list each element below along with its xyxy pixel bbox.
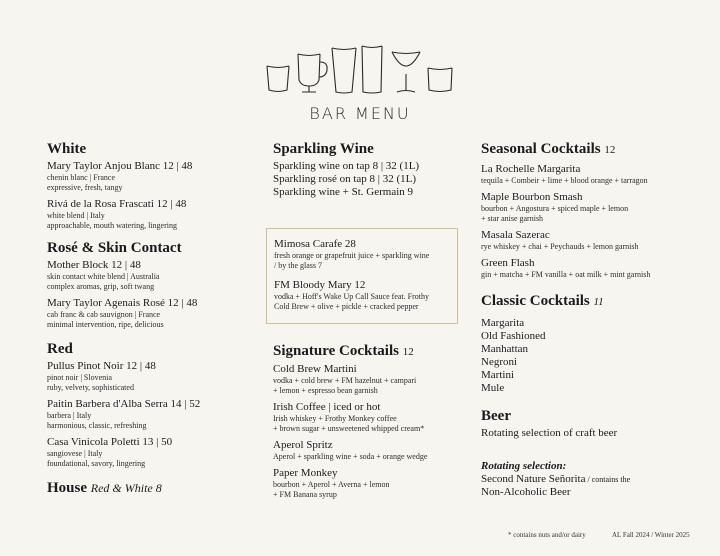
sparkling-line: Sparkling wine + St. Germain 9 (273, 186, 414, 198)
item-name: Paitin Barbera d'Alba Serra 14 | 52 (47, 398, 201, 410)
house-title: House (47, 480, 88, 496)
section-title-house (47, 479, 252, 497)
classic-item: Mule (481, 382, 505, 394)
classic-item: Old Fashioned (481, 330, 546, 342)
menu-item (481, 229, 681, 252)
section-title-red: Red (47, 341, 73, 357)
item-desc: expressive, fresh, tangy (47, 183, 123, 192)
rotating-label: Rotating selection: (481, 460, 567, 472)
item-desc: chenin blanc | France (47, 173, 116, 182)
menu-item (273, 363, 463, 396)
menu-title: BAR MENU (309, 104, 411, 123)
classic-item: Manhattan (481, 343, 529, 355)
classic-title: Classic Cocktails (481, 293, 590, 309)
menu-item (47, 297, 252, 330)
brunch-box (266, 228, 458, 324)
item-desc: sangiovese | Italy (47, 449, 103, 458)
item-desc: gin + matcha + FM vanilla + oat milk + mint garnish (481, 270, 651, 279)
item-desc: + FM Banana syrup (273, 490, 337, 499)
item-desc: vodka + Hoff's Wake Up Call Sauce feat. Frothy (274, 292, 429, 301)
menu-item (47, 436, 252, 469)
classic-item: Martini (481, 369, 514, 381)
left-column (47, 140, 252, 499)
section-title-white: White (47, 141, 87, 157)
menu-item (273, 467, 463, 500)
item-name: Mary Taylor Anjou Blanc 12 | 48 (47, 160, 193, 172)
middle-column (273, 140, 463, 199)
item-desc: rye whiskey + chai + Peychauds + lemon garnish (481, 242, 639, 251)
item-desc: minimal intervention, ripe, delicious (47, 320, 164, 329)
item-name: Masala Sazerac (481, 229, 550, 241)
item-name: FM Bloody Mary 12 (274, 279, 366, 291)
item-desc: foundational, savory, lingering (47, 459, 146, 468)
classic-price: 11 (593, 296, 604, 308)
house-subtitle: Red & White 8 (90, 481, 162, 495)
item-desc: white blend | Italy (47, 211, 105, 220)
item-name: Mimosa Carafe 28 (274, 238, 356, 250)
item-desc: bourbon + Angostura + spiced maple + lemon (481, 204, 629, 213)
item-desc: + star anise garnish (481, 214, 544, 223)
signature-price: 12 (402, 346, 414, 358)
menu-item (47, 360, 252, 393)
menu-item (273, 439, 463, 462)
rotating-line-2: Non-Alcoholic Beer (481, 486, 571, 498)
item-name: La Rochelle Margarita (481, 163, 581, 175)
item-name: Paper Monkey (273, 467, 338, 479)
menu-item (47, 398, 252, 431)
item-desc: approachable, mouth watering, lingering (47, 221, 177, 230)
section-title-beer: Beer (481, 408, 511, 424)
item-desc: pinot noir | Slovenia (47, 373, 112, 382)
item-desc: fresh orange or grapefruit juice + sparkling wine (274, 251, 430, 260)
signature-section (273, 342, 463, 505)
classic-item: Margarita (481, 317, 525, 329)
item-name: Cold Brew Martini (273, 363, 357, 375)
item-name: Maple Bourbon Smash (481, 191, 583, 203)
rotating-note: / contains the (585, 475, 631, 484)
menu-item (273, 401, 463, 434)
item-desc: skin contact white blend | Australia (47, 272, 160, 281)
menu-item (47, 160, 252, 193)
item-desc: bourbon + Aperol + Averna + lemon (273, 480, 390, 489)
item-name: Mother Block 12 | 48 (47, 259, 141, 271)
menu-item (481, 163, 681, 186)
item-desc: / by the glass 7 (274, 261, 322, 270)
seasonal-title: Seasonal Cocktails (481, 141, 601, 157)
sparkling-line: Sparkling rosé on tap 8 | 32 (1L) (273, 173, 417, 185)
signature-title: Signature Cocktails (273, 343, 399, 359)
menu-item (481, 191, 681, 224)
item-desc: vodka + cold brew + FM hazelnut + campari (273, 376, 417, 385)
rotating-line (481, 473, 681, 486)
section-title-rose: Rosé & Skin Contact (47, 240, 182, 256)
section-title-classic (481, 292, 681, 311)
footer-note: * contains nuts and/or dairy (508, 531, 586, 539)
item-desc: complex aromas, grip, soft twang (47, 282, 155, 291)
menu-item (274, 238, 454, 271)
classic-item: Negroni (481, 356, 518, 368)
right-column (481, 140, 681, 499)
item-name: Green Flash (481, 257, 535, 269)
item-desc: cab franc & cab sauvignon | France (47, 310, 161, 319)
item-name: Rivá de la Rosa Frascati 12 | 48 (47, 198, 187, 210)
item-desc: barbera | Italy (47, 411, 92, 420)
glassware-illustration (264, 40, 460, 96)
section-title-signature (273, 342, 463, 361)
section-title-seasonal (481, 140, 681, 159)
item-name: Mary Taylor Agenais Rosé 12 | 48 (47, 297, 198, 309)
sparkling-line: Sparkling wine on tap 8 | 32 (1L) (273, 160, 420, 172)
item-name: Aperol Spritz (273, 439, 333, 451)
item-name: Pullus Pinot Noir 12 | 48 (47, 360, 156, 372)
menu-item (274, 279, 454, 312)
seasonal-price: 12 (604, 144, 616, 156)
section-title-sparkling: Sparkling Wine (273, 141, 374, 157)
item-desc: Aperol + sparkling wine + soda + orange wedge (273, 452, 428, 461)
beer-line: Rotating selection of craft beer (481, 427, 618, 439)
footer-season: AL Fall 2024 / Winter 2025 (612, 531, 690, 539)
menu-item (47, 198, 252, 231)
item-desc: + lemon + espresso bean garnish (273, 386, 378, 395)
item-desc: harmonious, classic, refreshing (47, 421, 147, 430)
item-name: Irish Coffee | iced or hot (273, 401, 381, 413)
item-desc: tequila + Combeir + lime + blood orange + tarragon (481, 176, 648, 185)
item-desc: + brown sugar + unsweetened whipped cream* (273, 424, 425, 433)
menu-item (481, 257, 681, 280)
menu-item (47, 259, 252, 292)
item-desc: ruby, velvety, sophisticated (47, 383, 134, 392)
item-desc: Cold Brew + olive + pickle + cracked pepper (274, 302, 419, 311)
rotating-selection (481, 460, 681, 499)
item-desc: Irish whiskey + Frothy Monkey coffee (273, 414, 397, 423)
rotating-item: Second Nature Señorita (481, 473, 586, 485)
item-name: Casa Vinicola Poletti 13 | 50 (47, 436, 173, 448)
